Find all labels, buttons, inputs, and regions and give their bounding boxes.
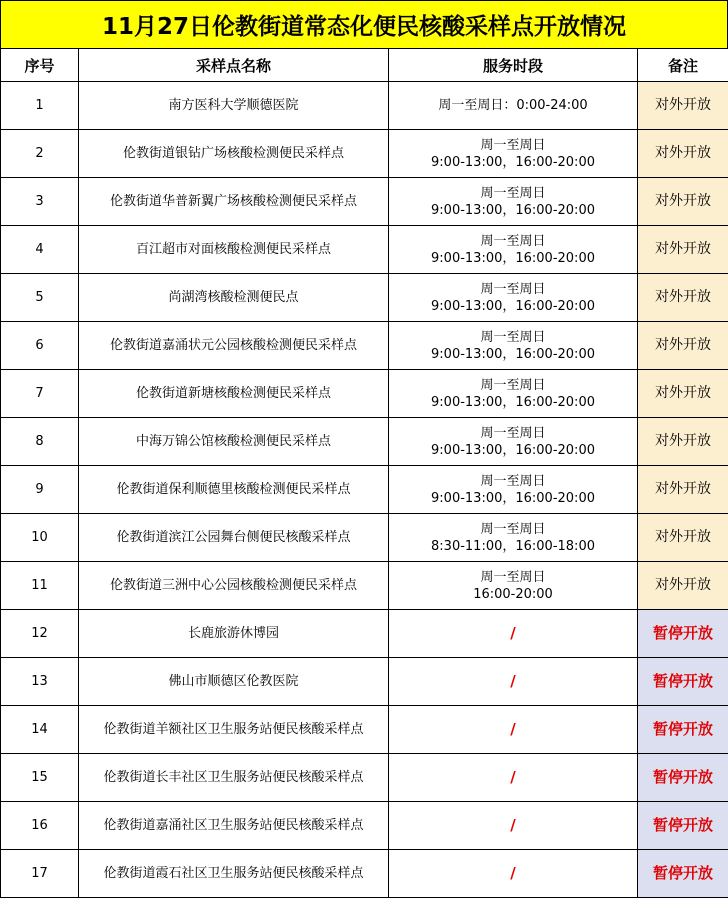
site-name: 伦教街道霞石社区卫生服务站便民核酸采样点 bbox=[79, 850, 389, 898]
header-row bbox=[1, 49, 728, 82]
status-closed: 暂停开放 bbox=[638, 802, 728, 850]
status-open: 对外开放 bbox=[638, 562, 728, 610]
row-index: 14 bbox=[1, 706, 79, 754]
status-open: 对外开放 bbox=[638, 466, 728, 514]
service-hours bbox=[389, 274, 638, 322]
row-index: 9 bbox=[1, 466, 79, 514]
service-hours bbox=[389, 370, 638, 418]
site-name: 百江超市对面核酸检测便民采样点 bbox=[79, 226, 389, 274]
table-body bbox=[1, 82, 728, 898]
service-hours bbox=[389, 226, 638, 274]
row-index: 3 bbox=[1, 178, 79, 226]
table-row bbox=[1, 850, 728, 898]
header-note: 备注 bbox=[638, 49, 728, 82]
table-row bbox=[1, 322, 728, 370]
row-index: 15 bbox=[1, 754, 79, 802]
hours-days: 周一至周日 bbox=[389, 569, 637, 586]
table-row bbox=[1, 658, 728, 706]
site-name: 伦教街道长丰社区卫生服务站便民核酸采样点 bbox=[79, 754, 389, 802]
table-row bbox=[1, 514, 728, 562]
hours-days: 周一至周日 bbox=[389, 233, 637, 250]
sampling-sites-table bbox=[0, 48, 728, 898]
row-index: 7 bbox=[1, 370, 79, 418]
service-hours: / bbox=[389, 610, 638, 658]
site-name: 伦教街道银钻广场核酸检测便民采样点 bbox=[79, 130, 389, 178]
status-open: 对外开放 bbox=[638, 370, 728, 418]
site-name: 伦教街道嘉涌状元公园核酸检测便民采样点 bbox=[79, 322, 389, 370]
service-hours: / bbox=[389, 850, 638, 898]
status-closed: 暂停开放 bbox=[638, 706, 728, 754]
site-name: 尚湖湾核酸检测便民点 bbox=[79, 274, 389, 322]
hours-days: 周一至周日 bbox=[389, 377, 637, 394]
status-open: 对外开放 bbox=[638, 322, 728, 370]
status-open: 对外开放 bbox=[638, 178, 728, 226]
status-open: 对外开放 bbox=[638, 418, 728, 466]
hours-times: 9:00-13:00，16:00-20:00 bbox=[389, 154, 637, 171]
row-index: 13 bbox=[1, 658, 79, 706]
header-name: 采样点名称 bbox=[79, 49, 389, 82]
row-index: 4 bbox=[1, 226, 79, 274]
hours-times: 9:00-13:00，16:00-20:00 bbox=[389, 250, 637, 267]
service-hours bbox=[389, 82, 638, 130]
hours-days: 周一至周日 bbox=[389, 473, 637, 490]
site-name: 伦教街道滨江公园舞台侧便民核酸采样点 bbox=[79, 514, 389, 562]
status-open: 对外开放 bbox=[638, 274, 728, 322]
row-index: 6 bbox=[1, 322, 79, 370]
row-index: 8 bbox=[1, 418, 79, 466]
hours-days: 周一至周日 bbox=[389, 521, 637, 538]
hours-days: 周一至周日 bbox=[389, 281, 637, 298]
row-index: 16 bbox=[1, 802, 79, 850]
service-hours: / bbox=[389, 706, 638, 754]
status-open: 对外开放 bbox=[638, 226, 728, 274]
status-open: 对外开放 bbox=[638, 82, 728, 130]
service-hours: / bbox=[389, 754, 638, 802]
table-row bbox=[1, 466, 728, 514]
status-closed: 暂停开放 bbox=[638, 610, 728, 658]
row-index: 17 bbox=[1, 850, 79, 898]
hours-days: 周一至周日 bbox=[389, 185, 637, 202]
table-row bbox=[1, 274, 728, 322]
service-hours bbox=[389, 514, 638, 562]
site-name: 长鹿旅游休博园 bbox=[79, 610, 389, 658]
site-name: 伦教街道保利顺德里核酸检测便民采样点 bbox=[79, 466, 389, 514]
table-row bbox=[1, 706, 728, 754]
hours-days: 周一至周日 bbox=[389, 137, 637, 154]
hours-times: 9:00-13:00，16:00-20:00 bbox=[389, 346, 637, 363]
service-hours bbox=[389, 178, 638, 226]
table-row bbox=[1, 370, 728, 418]
row-index: 11 bbox=[1, 562, 79, 610]
site-name: 南方医科大学顺德医院 bbox=[79, 82, 389, 130]
site-name: 中海万锦公馆核酸检测便民采样点 bbox=[79, 418, 389, 466]
row-index: 12 bbox=[1, 610, 79, 658]
site-name: 伦教街道嘉涌社区卫生服务站便民核酸采样点 bbox=[79, 802, 389, 850]
hours-times: 9:00-13:00，16:00-20:00 bbox=[389, 442, 637, 459]
row-index: 10 bbox=[1, 514, 79, 562]
hours-days: 周一至周日：0:00-24:00 bbox=[389, 97, 637, 114]
site-name: 伦教街道羊额社区卫生服务站便民核酸采样点 bbox=[79, 706, 389, 754]
table-row bbox=[1, 226, 728, 274]
table-row bbox=[1, 130, 728, 178]
service-hours bbox=[389, 130, 638, 178]
site-name: 佛山市顺德区伦教医院 bbox=[79, 658, 389, 706]
table-row bbox=[1, 754, 728, 802]
table-row bbox=[1, 82, 728, 130]
hours-times: 9:00-13:00，16:00-20:00 bbox=[389, 298, 637, 315]
table-row bbox=[1, 178, 728, 226]
service-hours bbox=[389, 466, 638, 514]
row-index: 2 bbox=[1, 130, 79, 178]
table-row bbox=[1, 610, 728, 658]
header-hours: 服务时段 bbox=[389, 49, 638, 82]
status-closed: 暂停开放 bbox=[638, 754, 728, 802]
service-hours bbox=[389, 418, 638, 466]
header-index: 序号 bbox=[1, 49, 79, 82]
status-closed: 暂停开放 bbox=[638, 658, 728, 706]
hours-days: 周一至周日 bbox=[389, 425, 637, 442]
hours-times: 16:00-20:00 bbox=[389, 586, 637, 603]
site-name: 伦教街道新塘核酸检测便民采样点 bbox=[79, 370, 389, 418]
table-row bbox=[1, 802, 728, 850]
service-hours: / bbox=[389, 658, 638, 706]
service-hours: / bbox=[389, 802, 638, 850]
status-closed: 暂停开放 bbox=[638, 850, 728, 898]
site-name: 伦教街道三洲中心公园核酸检测便民采样点 bbox=[79, 562, 389, 610]
service-hours bbox=[389, 322, 638, 370]
table-row bbox=[1, 418, 728, 466]
hours-times: 9:00-13:00，16:00-20:00 bbox=[389, 202, 637, 219]
row-index: 1 bbox=[1, 82, 79, 130]
status-open: 对外开放 bbox=[638, 514, 728, 562]
table-row bbox=[1, 562, 728, 610]
hours-days: 周一至周日 bbox=[389, 329, 637, 346]
service-hours bbox=[389, 562, 638, 610]
hours-times: 9:00-13:00，16:00-20:00 bbox=[389, 490, 637, 507]
hours-times: 8:30-11:00，16:00-18:00 bbox=[389, 538, 637, 555]
row-index: 5 bbox=[1, 274, 79, 322]
site-name: 伦教街道华普新翼广场核酸检测便民采样点 bbox=[79, 178, 389, 226]
status-open: 对外开放 bbox=[638, 130, 728, 178]
sheet-title: 11月27日伦教街道常态化便民核酸采样点开放情况 bbox=[0, 0, 728, 48]
hours-times: 9:00-13:00，16:00-20:00 bbox=[389, 394, 637, 411]
